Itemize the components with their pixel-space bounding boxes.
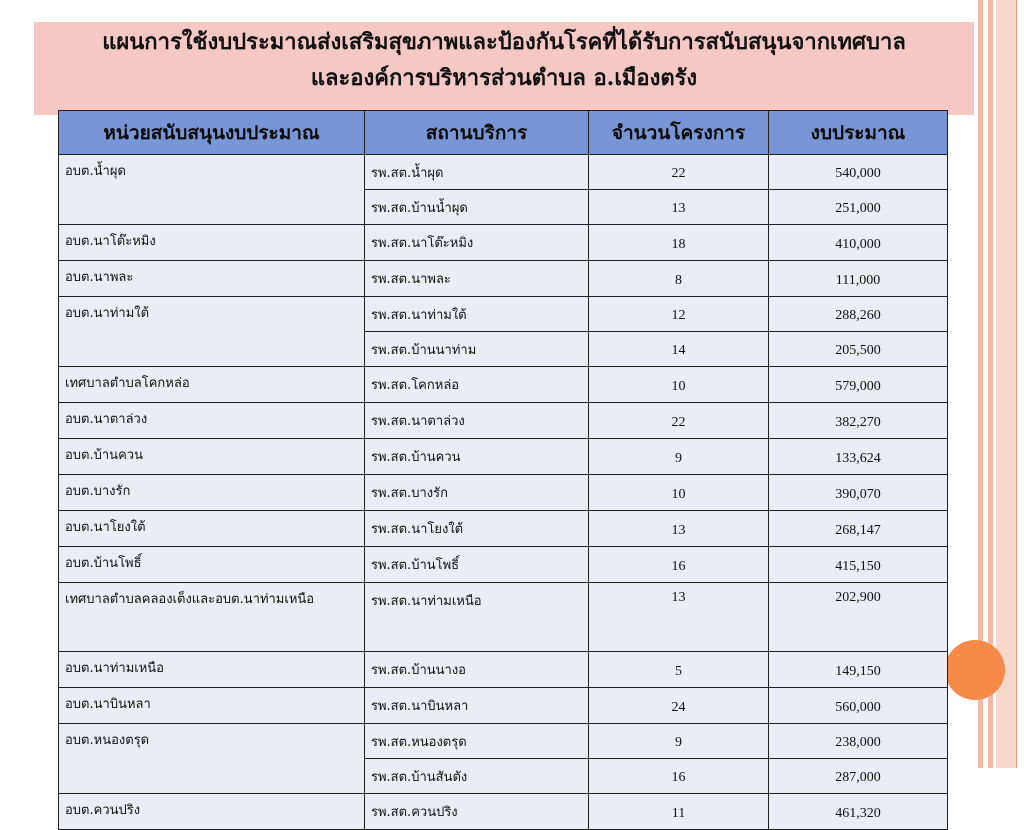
cell-projects: 14: [589, 332, 769, 367]
cell-unit: อบต.นาโยงใต้: [59, 511, 365, 547]
cell-projects: 9: [589, 439, 769, 475]
cell-budget: 111,000: [769, 261, 948, 297]
table-row: [59, 261, 948, 297]
cell-facility: รพ.สต.นาบินหลา: [365, 688, 589, 724]
cell-unit: อบต.บางรัก: [59, 475, 365, 511]
table-row: [59, 724, 948, 759]
cell-unit: อบต.นาตาล่วง: [59, 403, 365, 439]
cell-unit: อบต.หนองตรุด: [59, 724, 365, 794]
cell-facility: รพ.สต.หนองตรุด: [365, 724, 589, 759]
cell-facility: รพ.สต.บ้านนางอ: [365, 652, 589, 688]
table-row: [59, 297, 948, 332]
cell-projects: 10: [589, 475, 769, 511]
cell-unit: อบต.นาท่ามใต้: [59, 297, 365, 367]
cell-budget: 287,000: [769, 759, 948, 794]
cell-facility: รพ.สต.บ้านนาท่าม: [365, 332, 589, 367]
cell-facility: รพ.สต.นาท่ามเหนือ: [365, 583, 589, 652]
header-facility: สถานบริการ: [365, 111, 589, 155]
budget-table: [58, 110, 948, 830]
cell-unit: เทศบาลตำบลโคกหล่อ: [59, 367, 365, 403]
cell-budget: 205,500: [769, 332, 948, 367]
cell-unit: อบต.ควนปริง: [59, 794, 365, 830]
cell-budget: 390,070: [769, 475, 948, 511]
title-line-2: และองค์การบริหารส่วนตำบล อ.เมืองตรัง: [310, 65, 698, 91]
cell-facility: รพ.สต.บ้านน้ำผุด: [365, 190, 589, 225]
table-row: [59, 475, 948, 511]
cell-projects: 11: [589, 794, 769, 830]
cell-facility: รพ.สต.นาตาล่วง: [365, 403, 589, 439]
cell-facility: รพ.สต.นาโต๊ะหมิง: [365, 225, 589, 261]
cell-facility: รพ.สต.นาท่ามใต้: [365, 297, 589, 332]
table-row: [59, 155, 948, 190]
title-line-1: แผนการใช้งบประมาณส่งเสริมสุขภาพและป้องกันโรคที่ได้รับการสนับสนุนจากเทศบาล: [102, 29, 906, 55]
cell-projects: 24: [589, 688, 769, 724]
cell-facility: รพ.สต.บ้านสันตัง: [365, 759, 589, 794]
cell-facility: รพ.สต.บ้านควน: [365, 439, 589, 475]
header-budget: งบประมาณ: [769, 111, 948, 155]
cell-budget: 579,000: [769, 367, 948, 403]
table-row: [59, 652, 948, 688]
cell-projects: 16: [589, 759, 769, 794]
page-title: [34, 24, 974, 96]
table-row: [59, 688, 948, 724]
cell-unit: อบต.น้ำผุด: [59, 155, 365, 225]
cell-budget: 149,150: [769, 652, 948, 688]
cell-projects: 12: [589, 297, 769, 332]
cell-facility: รพ.สต.โคกหล่อ: [365, 367, 589, 403]
cell-budget: 251,000: [769, 190, 948, 225]
table-row: [59, 547, 948, 583]
cell-unit: อบต.นาบินหลา: [59, 688, 365, 724]
cell-budget: 540,000: [769, 155, 948, 190]
cell-budget: 461,320: [769, 794, 948, 830]
table-row: [59, 794, 948, 830]
cell-budget: 133,624: [769, 439, 948, 475]
table-row: [59, 225, 948, 261]
cell-unit: อบต.นาพละ: [59, 261, 365, 297]
cell-projects: 8: [589, 261, 769, 297]
table-row: [59, 439, 948, 475]
table-row: [59, 367, 948, 403]
decor-circle: [945, 640, 1005, 700]
cell-projects: 18: [589, 225, 769, 261]
decor-line: [1016, 0, 1017, 768]
cell-projects: 10: [589, 367, 769, 403]
table-row: [59, 583, 948, 652]
cell-budget: 382,270: [769, 403, 948, 439]
cell-facility: รพ.สต.นาโยงใต้: [365, 511, 589, 547]
cell-budget: 415,150: [769, 547, 948, 583]
cell-projects: 16: [589, 547, 769, 583]
cell-unit: อบต.บ้านควน: [59, 439, 365, 475]
cell-unit: เทศบาลตำบลคลองเต็งและอบต.นาท่ามเหนือ: [59, 583, 365, 652]
cell-budget: 288,260: [769, 297, 948, 332]
cell-projects: 9: [589, 724, 769, 759]
cell-projects: 22: [589, 155, 769, 190]
cell-budget: 238,000: [769, 724, 948, 759]
cell-facility: รพ.สต.ควนปริง: [365, 794, 589, 830]
table-row: [59, 403, 948, 439]
cell-projects: 13: [589, 583, 769, 652]
cell-facility: รพ.สต.บ้านโพธิ์: [365, 547, 589, 583]
cell-projects: 13: [589, 511, 769, 547]
cell-unit: อบต.บ้านโพธิ์: [59, 547, 365, 583]
cell-budget: 410,000: [769, 225, 948, 261]
cell-unit: อบต.นาโต๊ะหมิง: [59, 225, 365, 261]
cell-budget: 202,900: [769, 583, 948, 652]
cell-facility: รพ.สต.น้ำผุด: [365, 155, 589, 190]
cell-facility: รพ.สต.บางรัก: [365, 475, 589, 511]
header-projects: จำนวนโครงการ: [589, 111, 769, 155]
cell-facility: รพ.สต.นาพละ: [365, 261, 589, 297]
cell-projects: 22: [589, 403, 769, 439]
cell-projects: 13: [589, 190, 769, 225]
table-header-row: [59, 111, 948, 155]
cell-unit: อบต.นาท่ามเหนือ: [59, 652, 365, 688]
table-row: [59, 511, 948, 547]
cell-budget: 268,147: [769, 511, 948, 547]
header-unit: หน่วยสนับสนุนงบประมาณ: [59, 111, 365, 155]
cell-budget: 560,000: [769, 688, 948, 724]
cell-projects: 5: [589, 652, 769, 688]
